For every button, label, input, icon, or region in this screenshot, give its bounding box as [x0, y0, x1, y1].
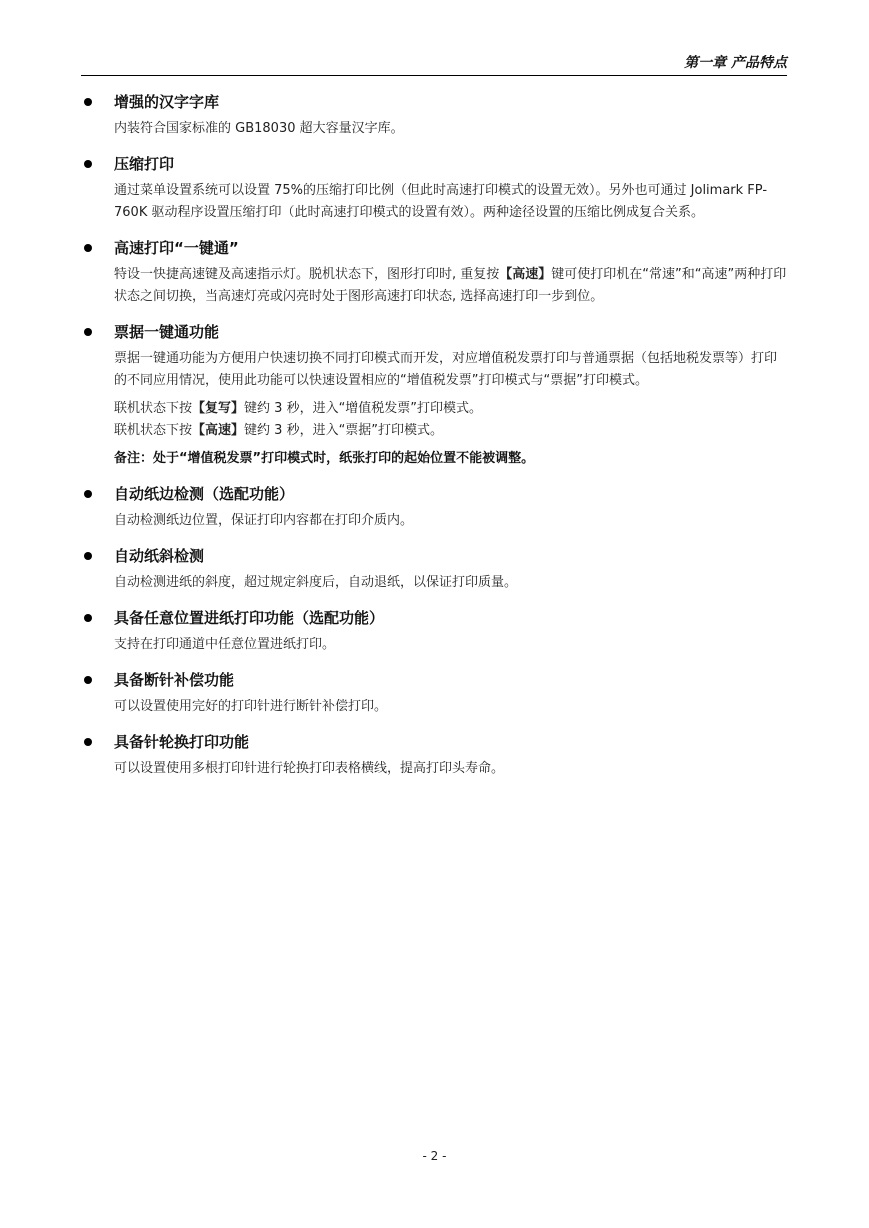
- bullet-icon: [84, 160, 92, 168]
- section-title: 压缩打印: [81, 152, 787, 176]
- bullet-icon: [84, 676, 92, 684]
- section-invoice-mode: [81, 320, 787, 470]
- page-number: - 2 -: [422, 1149, 447, 1163]
- bullet-icon: [84, 328, 92, 336]
- section-high-speed: [81, 236, 787, 308]
- bullet-icon: [84, 738, 92, 746]
- key-label: 【高速】: [499, 267, 552, 282]
- bullet-icon: [84, 244, 92, 252]
- bullet-icon: [84, 552, 92, 560]
- bullet-icon: [84, 614, 92, 622]
- section-paragraph: 通过菜单设置系统可以设置 75%的压缩打印比例（但此时高速打印模式的设置无效）。另外也可通过 Jolimark FP-760K 驱动程序设置压缩打印（此时高速打印模式的设置有效）。两种途径设置的压缩比例成复合关系。: [114, 183, 768, 220]
- section-paragraph: 票据一键通功能为方便用户快速切换不同打印模式而开发，对应增值税发票打印与普通票据（包括地税发票等）打印的不同应用情况，使用此功能可以快速设置相应的“增值税发票”打印模式与“票据”打印模式。: [114, 351, 778, 388]
- instruction-line: 联机状态下按【复写】键约 3 秒，进入“增值税发票”打印模式。 联机状态下按【高速】键约 3 秒，进入“票据”打印模式。: [114, 401, 483, 438]
- section-title: 具备任意位置进纸打印功能（选配功能）: [81, 606, 787, 630]
- section-paper-edge: [81, 482, 787, 532]
- section-title: 自动纸斜检测: [81, 544, 787, 568]
- section-paragraph: 自动检测纸边位置，保证打印内容都在打印介质内。: [114, 513, 414, 528]
- section-pin-rotation: [81, 730, 787, 780]
- key-label: 【高速】: [192, 423, 245, 438]
- section-compress-print: [81, 152, 787, 224]
- section-any-position: [81, 606, 787, 656]
- document-body: [81, 90, 787, 792]
- section-broken-pin: [81, 668, 787, 718]
- note-text: 备注：处于“增值税发票”打印模式时，纸张打印的起始位置不能被调整。: [114, 451, 535, 466]
- bullet-icon: [84, 490, 92, 498]
- section-title: 具备断针补偿功能: [81, 668, 787, 692]
- section-paragraph: 自动检测进纸的斜度，超过规定斜度后，自动退纸，以保证打印质量。: [114, 575, 518, 590]
- section-font-library: [81, 90, 787, 140]
- key-label: 【复写】: [192, 401, 245, 416]
- section-title: 自动纸边检测（选配功能）: [81, 482, 787, 506]
- chapter-header: 第一章 产品特点: [81, 54, 787, 76]
- section-paragraph: 内装符合国家标准的 GB18030 超大容量汉字库。: [114, 121, 404, 136]
- section-paper-skew: [81, 544, 787, 594]
- section-title: 增强的汉字字库: [81, 90, 787, 114]
- section-paragraph: 特设一快捷高速键及高速指示灯。脱机状态下，图形打印时, 重复按【高速】键可使打印机在“常速”和“高速”两种打印状态之间切换，当高速灯亮或闪亮时处于图形高速打印状态, 选择高速打印一步到位。: [114, 267, 787, 304]
- section-paragraph: 支持在打印通道中任意位置进纸打印。: [114, 637, 336, 652]
- section-paragraph: 可以设置使用完好的打印针进行断针补偿打印。: [114, 699, 388, 714]
- bullet-icon: [84, 98, 92, 106]
- section-paragraph: 可以设置使用多根打印针进行轮换打印表格横线，提高打印头寿命。: [114, 761, 505, 776]
- section-title: 高速打印“一键通”: [81, 236, 787, 260]
- section-title: 具备针轮换打印功能: [81, 730, 787, 754]
- section-title: 票据一键通功能: [81, 320, 787, 344]
